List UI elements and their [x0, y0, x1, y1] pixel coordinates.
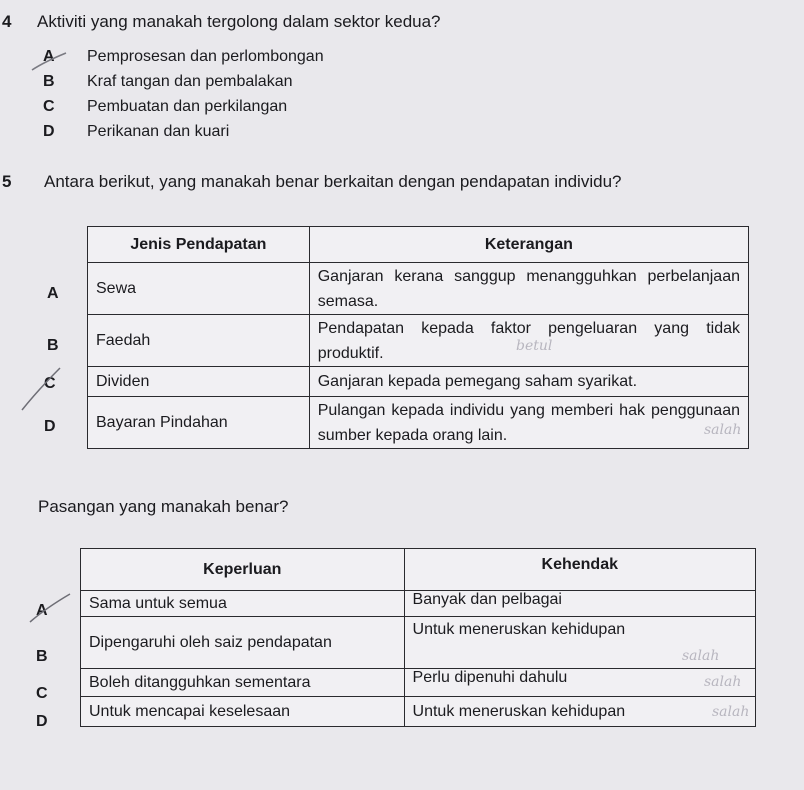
q6-row-d-kehendak: Untuk meneruskan kehidupan — [404, 697, 755, 727]
q5-row-d-letter: D — [44, 418, 56, 435]
q4-question: Aktiviti yang manakah tergolong dalam sektor kedua? — [37, 12, 441, 31]
q5-table-header — [88, 227, 749, 263]
q6-row-a-letter: A — [36, 602, 48, 619]
q4-option-b-letter: B — [43, 73, 55, 90]
q6-row-a-keperluan: Sama untuk semua — [81, 591, 405, 617]
q6-header-keperluan: Keperluan — [81, 549, 405, 591]
q5-header-jenis: Jenis Pendapatan — [88, 227, 310, 263]
pencil-slash-mark — [18, 364, 64, 414]
q5-table — [87, 226, 749, 449]
table-row — [88, 367, 749, 397]
q4-option-a-letter: A — [43, 48, 55, 65]
q5-number: 5 — [2, 172, 12, 191]
q6-table-header — [81, 549, 756, 591]
q5-row-b-letter: B — [47, 337, 59, 354]
table-row — [81, 617, 756, 669]
q5-row-d-keterangan: Pulangan kepada individu yang memberi hak penggunaan sumber kepada orang lain. — [309, 397, 748, 449]
q6-row-c-kehendak: Perlu dipenuhi dahulu — [404, 669, 755, 697]
q5-row-b-keterangan: Pendapatan kepada faktor pengeluaran yang tidak produktif. — [309, 315, 748, 367]
q6-row-b-letter: B — [36, 648, 48, 665]
q4-option-c-letter: C — [43, 98, 55, 115]
q6-table — [80, 548, 756, 727]
q5-row-a-keterangan: Ganjaran kerana sanggup menangguhkan perbelanjaan semasa. — [309, 263, 748, 315]
table-row — [81, 591, 756, 617]
q6-header-kehendak: Kehendak — [404, 549, 755, 591]
table-row — [81, 697, 756, 727]
pencil-slash-mark — [24, 590, 74, 626]
q6-row-d-letter: D — [36, 713, 48, 730]
q4-option-a-text: Pemprosesan dan perlombongan — [87, 48, 324, 65]
q5-row-a-letter: A — [47, 285, 59, 302]
q5-row-c-jenis: Dividen — [88, 367, 310, 397]
pencil-note-betul: betul — [516, 338, 553, 354]
q5-row-b-jenis: Faedah — [88, 315, 310, 367]
q5-row-c-keterangan: Ganjaran kepada pemegang saham syarikat. — [309, 367, 748, 397]
q6-row-c-keperluan: Boleh ditangguhkan sementara — [81, 669, 405, 697]
table-row — [88, 315, 749, 367]
q6-row-c-letter: C — [36, 685, 48, 702]
pencil-note-salah: salah — [712, 704, 750, 720]
q5-row-d-jenis: Bayaran Pindahan — [88, 397, 310, 449]
q4-option-d-letter: D — [43, 123, 55, 140]
q6-row-d-keperluan: Untuk mencapai keselesaan — [81, 697, 405, 727]
q5-row-c-letter: C — [44, 375, 56, 392]
q5-header-keterangan: Keterangan — [309, 227, 748, 263]
q4-number: 4 — [2, 12, 12, 31]
pencil-note-salah: salah — [704, 422, 742, 438]
q4-option-b-text: Kraf tangan dan pembalakan — [87, 73, 293, 90]
q6-row-b-keperluan: Dipengaruhi oleh saiz pendapatan — [81, 617, 405, 669]
q6-question: Pasangan yang manakah benar? — [38, 497, 289, 516]
table-row — [88, 397, 749, 449]
q4-option-d-text: Perikanan dan kuari — [87, 123, 230, 140]
pencil-note-salah: salah — [682, 648, 720, 664]
pencil-slash-mark — [30, 50, 70, 74]
table-row — [88, 263, 749, 315]
table-row — [81, 669, 756, 697]
q6-row-a-kehendak: Banyak dan pelbagai — [404, 591, 755, 617]
q5-question: Antara berikut, yang manakah benar berkaitan dengan pendapatan individu? — [44, 172, 622, 191]
pencil-note-salah: salah — [704, 674, 742, 690]
q4-option-c-text: Pembuatan dan perkilangan — [87, 98, 288, 115]
q5-row-a-jenis: Sewa — [88, 263, 310, 315]
q6-row-b-kehendak: Untuk meneruskan kehidupan — [404, 617, 755, 669]
